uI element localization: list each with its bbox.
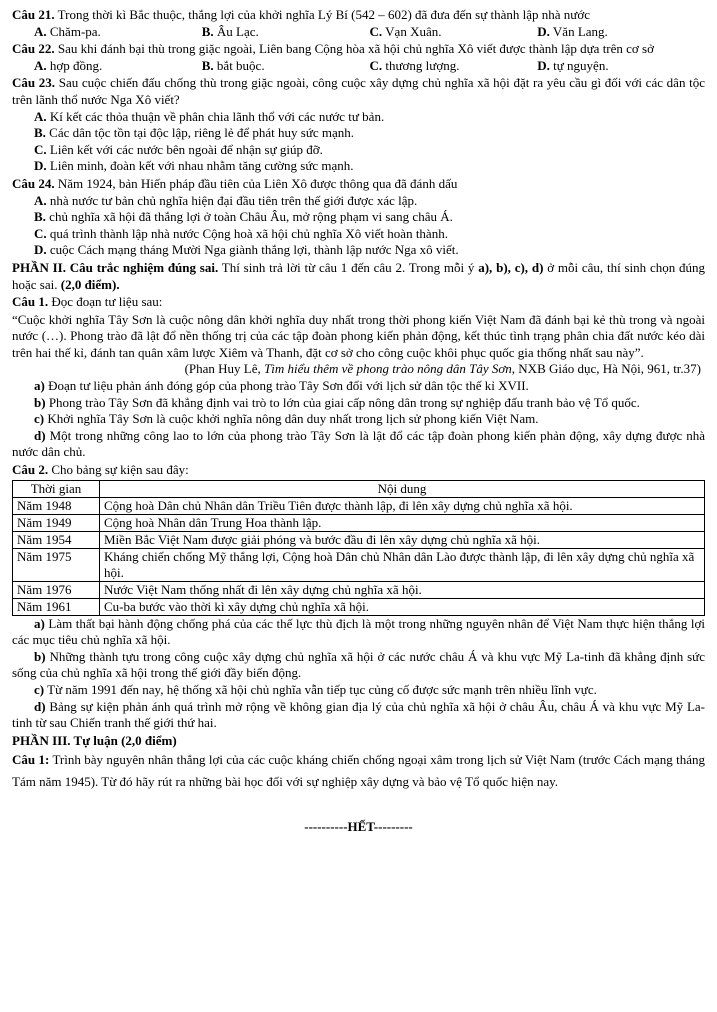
option-b: B. Các dân tộc tồn tại độc lập, riêng lẻ để phát huy sức mạnh. bbox=[34, 125, 355, 141]
table-row bbox=[13, 497, 705, 514]
option-a: A. hợp đồng. bbox=[34, 57, 103, 73]
option-b: B. chủ nghĩa xã hội đã thắng lợi ở toàn Châu Âu, mở rộng phạm vi sang châu Á. bbox=[34, 209, 453, 225]
part-2-header bbox=[12, 260, 705, 293]
table-cell-content: Cộng hoà Nhân dân Trung Hoa thành lập. bbox=[100, 514, 705, 531]
part-2-title: PHẦN II. Câu trắc nghiệm đúng sai. bbox=[12, 259, 219, 275]
table-row bbox=[13, 598, 705, 615]
source-title: Tìm hiểu thêm về phong trào nông dân Tây Sơn bbox=[264, 361, 512, 377]
option-c: C. Vạn Xuân. bbox=[369, 23, 442, 39]
part-2-item-keys: a), b), c), d) bbox=[478, 259, 544, 275]
question-22-options bbox=[12, 58, 705, 75]
question-number: Câu 1. bbox=[12, 294, 49, 310]
option-c: C. thương lượng. bbox=[369, 57, 460, 73]
table-row bbox=[13, 531, 705, 548]
statement-a: a) Đoạn tư liệu phản ánh đóng góp của phong trào Tây Sơn đối với lịch sử dân tộc thế kỉ XVII. bbox=[34, 378, 529, 394]
question-number: Câu 21. bbox=[12, 7, 55, 22]
option-b: B. bắt buộc. bbox=[201, 57, 265, 73]
table-cell-content: Kháng chiến chống Mỹ thắng lợi, Cộng hoà Dân chủ Nhân dân Lào được thành lập, đi lên xây dựng chủ nghĩa xã hội. bbox=[100, 548, 705, 581]
question-lead: Đọc đoạn tư liệu sau: bbox=[51, 294, 163, 310]
question-number: Câu 23. bbox=[12, 75, 56, 91]
statement-c: c) Từ năm 1991 đến nay, hệ thống xã hội chủ nghĩa vẫn tiếp tục củng cố được sức mạnh trên nhiều lĩnh vực. bbox=[34, 682, 597, 697]
table-row bbox=[13, 581, 705, 598]
event-table bbox=[12, 480, 705, 616]
statement-b: b) Những thành tựu trong công cuộc xây dựng chủ nghĩa xã hội ở các nước châu Á và khu vực Mỹ La-tinh đã khẳng định sức sống của chủ nghĩa xã hội trong thế giới đầy biến động. bbox=[12, 648, 705, 681]
option-a: A. Kí kết các thỏa thuận về phân chia lãnh thổ với các nước tư bản. bbox=[34, 108, 385, 124]
option-b: B. Âu Lạc. bbox=[201, 23, 259, 39]
table-cell-year: Năm 1954 bbox=[13, 531, 100, 548]
table-cell-content: Cộng hoà Dân chủ Nhân dân Triều Tiên được thành lập, đi lên xây dựng chủ nghĩa xã hội. bbox=[100, 497, 705, 514]
table-cell-content: Nước Việt Nam thống nhất đi lên xây dựng chủ nghĩa xã hội. bbox=[100, 581, 705, 598]
table-cell-year: Năm 1975 bbox=[13, 548, 100, 581]
question-text: Sau khi đánh bại thù trong giặc ngoài, Liên bang Cộng hòa xã hội chủ nghĩa Xô viết được thành lập dựa trên cơ sở bbox=[57, 41, 654, 57]
question-number: Câu 22. bbox=[12, 41, 55, 57]
table-cell-content: Miền Bắc Việt Nam được giải phóng và bước đầu đi lên xây dựng chủ nghĩa xã hội. bbox=[100, 531, 705, 548]
part-3-title: PHẦN III. Tự luận (2,0 điểm) bbox=[12, 732, 177, 748]
question-text: Trong thời kì Bắc thuộc, thắng lợi của khởi nghĩa Lý Bí (542 – 602) đã đưa đến sự thành lập nhà nước bbox=[57, 7, 590, 22]
table-row bbox=[13, 548, 705, 581]
option-a: A. nhà nước tư bản chủ nghĩa hiện đại đầu tiên trên thế giới được xác lập. bbox=[34, 192, 418, 208]
statement-a: a) Làm thất bại hành động chống phá của các thế lực thù địch là một trong những nguyên nhân để Việt Nam thực hiện thắng lợi các mục tiêu chủ nghĩa xã hội. bbox=[12, 615, 705, 648]
part-2-instructions-cont: ở mỗi câu, thí sinh chọn đúng hoặc sai. bbox=[12, 259, 706, 292]
table-cell-year: Năm 1961 bbox=[13, 598, 100, 615]
question-23 bbox=[12, 75, 705, 108]
statement-c: c) Khởi nghĩa Tây Sơn là cuộc khởi nghĩa nông dân duy nhất trong lịch sử phong kiến Việt Nam. bbox=[34, 411, 539, 427]
option-c: C. Liên kết với các nước bên ngoài để nhận sự giúp đỡ. bbox=[34, 141, 323, 157]
table-header-content: Nội dung bbox=[100, 480, 705, 497]
part-2-question-1 bbox=[12, 294, 705, 311]
source-passage: “Cuộc khởi nghĩa Tây Sơn là cuộc nông dân khởi nghĩa duy nhất trong thời phong kiến Việt Nam đã đánh bại kẻ thù trong và ngoài nước (…). Phong trào đã lật đổ nền thống trị của các tập đoàn phong kiến phản động, kết thúc tình trạng phân chia đất nước kéo dài trên hai thế kỉ, đánh tan quân xâm lược Xiêm và Thanh, đặt cơ sở cho công cuộc khôi phục quốc gia thống nhất sau này”. bbox=[12, 311, 705, 360]
option-c: C. quá trình thành lập nhà nước Cộng hoà xã hội chủ nghĩa Xô viết hoàn thành. bbox=[34, 225, 448, 241]
table-cell-year: Năm 1976 bbox=[13, 581, 100, 598]
option-d: D. Văn Lang. bbox=[537, 23, 608, 39]
essay-question bbox=[12, 749, 705, 793]
part-2-instructions: Thí sinh trả lời từ câu 1 đến câu 2. Trong mỗi ý bbox=[221, 259, 475, 275]
question-number: Câu 2. bbox=[12, 462, 49, 478]
part-2-points: (2,0 điểm). bbox=[60, 276, 120, 292]
statement-d: d) Bảng sự kiện phản ánh quá trình mở rộng về không gian địa lý của chủ nghĩa xã hội ở châu Âu, châu Á và khu vực Mỹ La-tinh từ sau Chiến tranh thế giới thứ hai. bbox=[12, 698, 705, 731]
question-number: Câu 24. bbox=[12, 175, 55, 191]
statement-b: b) Phong trào Tây Sơn đã khẳng định vai trò to lớn của giai cấp nông dân trong sự nghiệp đấu tranh bảo vệ Tổ quốc. bbox=[34, 394, 640, 410]
question-21-options bbox=[12, 24, 705, 41]
option-d: D. Liên minh, đoàn kết với nhau nhằm tăng cường sức mạnh. bbox=[34, 158, 354, 174]
table-cell-content: Cu-ba bước vào thời kì xây dựng chủ nghĩa xã hội. bbox=[100, 598, 705, 615]
question-21 bbox=[12, 7, 705, 24]
question-22 bbox=[12, 41, 705, 58]
option-d: D. cuộc Cách mạng tháng Mười Nga giành thắng lợi, thành lập nước Nga xô viết. bbox=[34, 242, 459, 258]
option-d: D. tự nguyện. bbox=[537, 57, 609, 73]
table-row bbox=[13, 514, 705, 531]
end-mark: ----------HẾT--------- bbox=[304, 819, 413, 835]
table-cell-year: Năm 1949 bbox=[13, 514, 100, 531]
question-text: Trình bày nguyên nhân thắng lợi của các cuộc kháng chiến chống ngoại xâm trong lịch sử Việt Nam (trước Cách mạng tháng Tám năm 1945). Từ đó hãy rút ra những bài học đối với sự nghiệp xây dựng và bảo vệ Tổ quốc hiện nay. bbox=[12, 752, 706, 790]
part-2-question-2 bbox=[12, 462, 705, 479]
table-header-row bbox=[13, 480, 705, 497]
table-cell-year: Năm 1948 bbox=[13, 497, 100, 514]
question-text: Năm 1924, bản Hiến pháp đầu tiên của Liên Xô được thông qua đã đánh dấu bbox=[57, 175, 458, 191]
table-header-time: Thời gian bbox=[13, 480, 100, 497]
question-text: Sau cuộc chiến đấu chống thù trong giặc ngoài, công cuộc xây dựng chủ nghĩa xã hội đặt ra yêu cầu gì đối với các dân tộc trên lãnh thổ nước Nga Xô viết? bbox=[12, 75, 705, 107]
source-citation: (Phan Huy Lê, Tìm hiểu thêm về phong trào nông dân Tây Sơn, NXB Giáo dục, Hà Nội, 961, tr.37) bbox=[184, 361, 701, 377]
question-lead: Cho bảng sự kiện sau đây: bbox=[51, 462, 189, 478]
question-24 bbox=[12, 176, 705, 193]
statement-d: d) Một trong những công lao to lớn của phong trào Tây Sơn là lật đổ các tập đoàn phong kiến phản động, xây dựng được nhà nước dân chủ. bbox=[12, 427, 705, 460]
option-a: A. Chăm-pa. bbox=[34, 23, 101, 39]
question-number: Câu 1: bbox=[12, 752, 50, 768]
